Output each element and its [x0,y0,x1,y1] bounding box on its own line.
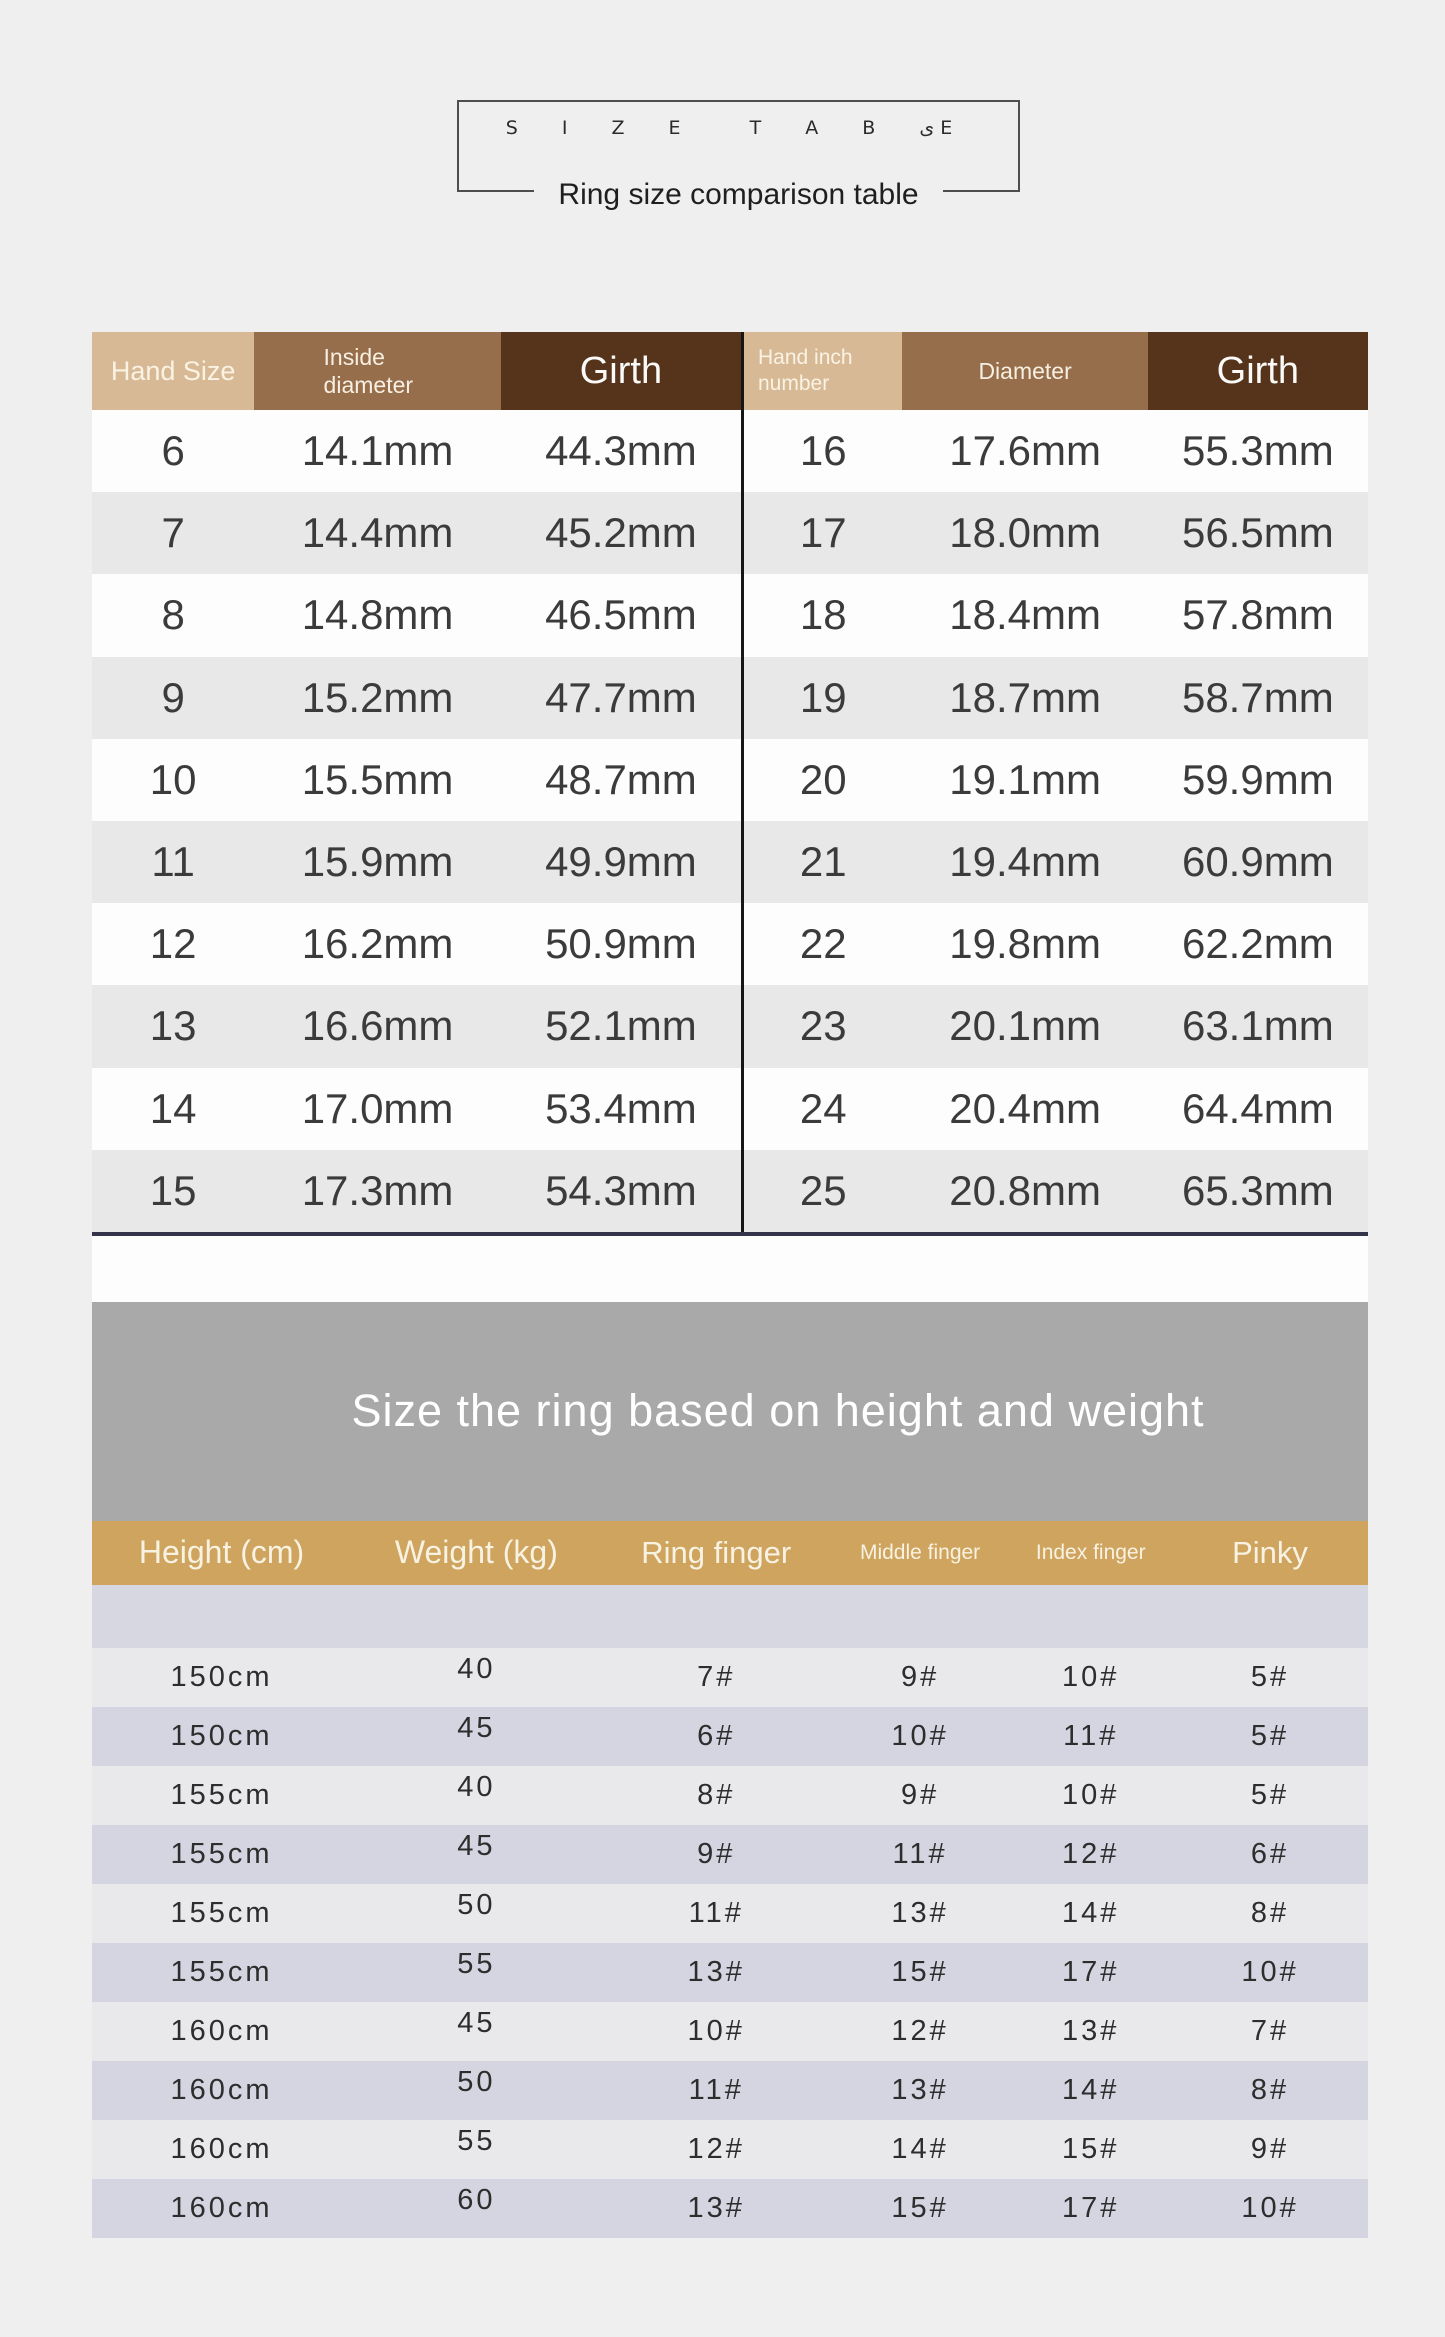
table-row [744,492,1368,574]
table-cell: 150cm [170,1660,273,1693]
table-row [92,821,741,903]
decorative-letters: S I Z E T A B ى E [505,117,972,139]
table-row [92,2179,1368,2238]
column-header-diameter: Diameter [902,332,1147,410]
table-cell: 45 [457,1829,496,1862]
table-cell: 155cm [170,1896,273,1929]
table-row [744,574,1368,656]
table-cell: 25 [799,1166,847,1214]
table-cell: 17 [799,509,847,557]
table-cell: 17# [1062,1955,1120,1988]
table-cell: 46.5mm [545,591,697,639]
table-cell: 10 [149,755,197,803]
hand-size-table [92,332,741,1232]
table-cell: 45.2mm [545,509,697,557]
table-cell: 13# [687,2191,745,2224]
table-cell: 20.1mm [949,1002,1101,1050]
table-row [744,739,1368,821]
table-row [92,1648,1368,1707]
table-cell: 15.5mm [301,755,454,803]
table-cell: 40 [457,1652,496,1685]
table-cell: 11# [688,2073,744,2106]
table-row [92,985,741,1067]
table-cell: 6# [1250,1837,1290,1870]
table-cell: 11# [892,1837,948,1870]
column-header-index-finger: Index finger [1035,1540,1146,1564]
table-row [92,1825,1368,1884]
table-cell: 14.4mm [301,509,454,557]
table-cell: 16.2mm [301,920,454,968]
table-cell: 10# [1062,1778,1120,1811]
table-cell: 54.3mm [545,1166,697,1214]
table-cell: 15# [891,1955,949,1988]
column-header-girth-left: Girth [501,332,741,410]
table-cell: 8# [697,1778,736,1811]
column-header-height: Height (cm) [138,1534,305,1571]
table-cell: 55.3mm [1181,427,1334,475]
height-weight-banner [92,1302,1368,1521]
table-row [92,1068,741,1150]
table-cell: 7 [161,509,185,557]
table-cell: 8# [1250,2073,1290,2106]
table-cell: 20.4mm [949,1084,1101,1132]
table-row [92,1150,741,1232]
table-cell: 62.2mm [1181,920,1334,968]
page-title [459,178,1018,212]
table-cell: 14.8mm [301,591,454,639]
table-cell: 15.9mm [301,838,454,886]
table-cell: 55 [457,1947,496,1980]
table-row [744,1068,1368,1150]
size-table-badge [457,100,1020,211]
table-cell: 14 [149,1084,197,1132]
table-cell: 50 [457,2065,496,2098]
table-cell: 14.1mm [301,427,454,475]
table-cell: 21 [799,838,847,886]
column-header-hand-inch-number: Hand inch number [744,332,902,410]
table-cell: 160cm [170,2132,273,2165]
table-cell: 10# [891,1719,949,1752]
table-cell: 12# [1062,1837,1120,1870]
table-row [744,985,1368,1067]
table-cell: 53.4mm [545,1084,697,1132]
table-cell: 9# [900,1660,940,1693]
hand-inch-table-header [744,332,1368,410]
table-cell: 5# [1250,1778,1290,1811]
column-header-inside-diameter: Inside diameter [254,332,501,410]
table-cell: 45 [457,2006,496,2039]
table-cell: 9# [1250,2132,1290,2165]
table-cell: 10# [1241,1955,1299,1988]
table-cell: 45 [457,1711,496,1744]
table-cell: 20 [799,755,847,803]
table-row [92,2002,1368,2061]
table-cell: 160cm [170,2014,273,2047]
table-cell: 7# [697,1660,736,1693]
table-cell: 50.9mm [545,920,697,968]
table-cell: 60 [457,2183,496,2216]
table-cell: 16 [799,427,847,475]
column-header-pinky: Pinky [1232,1534,1308,1570]
table-cell: 150cm [170,1719,273,1752]
table-row [92,574,741,656]
table-row [744,903,1368,985]
table-row [92,739,741,821]
table-row [744,657,1368,739]
table-cell: 18.7mm [949,673,1101,721]
table-cell: 10# [1241,2191,1299,2224]
hand-inch-table [744,332,1368,1232]
table-cell: 65.3mm [1181,1166,1334,1214]
table-row [92,657,741,739]
table-row [744,821,1368,903]
table-cell: 155cm [170,1778,273,1811]
table-cell: 64.4mm [1181,1084,1334,1132]
ring-size-table [92,332,1368,1232]
table-cell: 14# [1062,1896,1120,1929]
table-row [92,2061,1368,2120]
table-cell: 49.9mm [545,838,697,886]
table-cell: 11# [1063,1719,1119,1752]
table-cell: 9 [161,673,185,721]
height-weight-table-header [92,1521,1368,1585]
table-row [92,1884,1368,1943]
table-cell: 8# [1250,1896,1290,1929]
table-cell: 7# [1250,2014,1290,2047]
table-cell: 20.8mm [949,1166,1101,1214]
table-cell: 44.3mm [545,427,697,475]
table-row [92,2120,1368,2179]
table-cell: 13# [687,1955,745,1988]
page-title-text: Ring size comparison table [534,178,942,212]
table-cell: 9# [900,1778,940,1811]
table-cell: 52.1mm [545,1002,697,1050]
table-cell: 48.7mm [545,755,697,803]
table-cell: 13# [1062,2014,1120,2047]
table-row [744,410,1368,492]
table-cell: 19.1mm [949,755,1101,803]
table-cell: 40 [457,1770,496,1803]
empty-spacer-row [92,1585,1368,1648]
table-cell: 59.9mm [1181,755,1334,803]
table-cell: 63.1mm [1181,1002,1334,1050]
column-header-weight: Weight (kg) [394,1534,558,1571]
table-cell: 47.7mm [545,673,697,721]
hand-size-table-header [92,332,741,410]
table-cell: 155cm [170,1837,273,1870]
table-row [92,903,741,985]
table-cell: 11 [151,838,195,886]
column-header-ring-finger: Ring finger [641,1534,792,1570]
table-row [92,492,741,574]
table-cell: 13# [891,1896,949,1929]
table-cell: 14# [891,2132,949,2165]
table-cell: 12# [687,2132,745,2165]
table-cell: 9# [697,1837,736,1870]
table-cell: 11# [688,1896,744,1929]
table-cell: 50 [457,1888,496,1921]
table-cell: 13 [149,1002,197,1050]
table-cell: 15.2mm [301,673,454,721]
table-cell: 160cm [170,2191,273,2224]
table-cell: 55 [457,2124,496,2157]
table-cell: 5# [1250,1719,1290,1752]
table-cell: 22 [799,920,847,968]
table-cell: 8 [161,591,185,639]
table-cell: 15 [149,1166,197,1214]
table-cell: 12 [149,920,197,968]
table-cell: 19.4mm [949,838,1101,886]
table-cell: 6 [161,427,185,475]
table-cell: 17.3mm [301,1166,454,1214]
table-row [92,1943,1368,2002]
table-cell: 10# [1062,1660,1120,1693]
table-cell: 57.8mm [1181,591,1334,639]
column-header-middle-finger: Middle finger [859,1540,981,1564]
table-cell: 17# [1062,2191,1120,2224]
table-cell: 15# [1062,2132,1120,2165]
table-cell: 17.0mm [301,1084,454,1132]
table-cell: 13# [891,2073,949,2106]
table-cell: 58.7mm [1181,673,1334,721]
table-cell: 12# [891,2014,949,2047]
table-cell: 15# [891,2191,949,2224]
table-row [92,1707,1368,1766]
table-cell: 19.8mm [949,920,1101,968]
table-cell: 10# [687,2014,745,2047]
table-cell: 60.9mm [1181,838,1334,886]
white-strip [92,1236,1368,1302]
table-row [744,1150,1368,1232]
table-row [92,410,741,492]
column-header-girth-right: Girth [1148,332,1368,410]
table-cell: 18.0mm [949,509,1101,557]
table-cell: 5# [1250,1660,1290,1693]
table-cell: 18 [799,591,847,639]
banner-title: Size the ring based on height and weight [351,1385,1205,1437]
table-cell: 18.4mm [949,591,1101,639]
table-cell: 17.6mm [949,427,1101,475]
table-cell: 23 [799,1002,847,1050]
table-cell: 155cm [170,1955,273,1988]
hand-inch-table-body [744,410,1368,1232]
table-cell: 14# [1062,2073,1120,2106]
table-cell: 19 [799,673,847,721]
table-cell: 6# [697,1719,736,1752]
column-header-hand-size: Hand Size [92,332,254,410]
table-row [92,1766,1368,1825]
table-cell: 56.5mm [1181,509,1334,557]
table-cell: 24 [799,1084,847,1132]
hand-size-table-body [92,410,741,1232]
table-cell: 16.6mm [301,1002,454,1050]
height-weight-table-body [92,1648,1368,2238]
table-cell: 160cm [170,2073,273,2106]
